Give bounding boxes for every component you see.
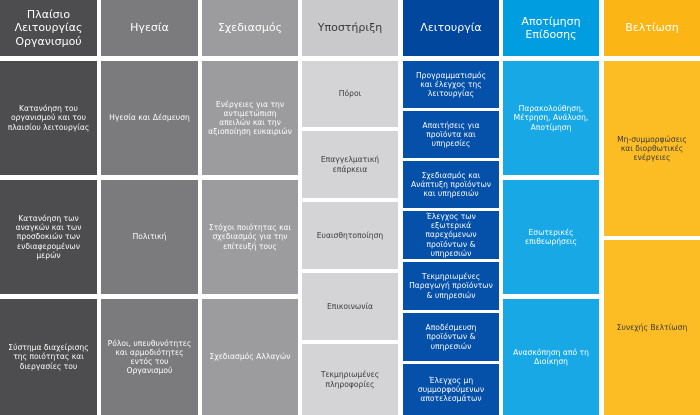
improvement-item: Συνεχής Βελτίωση: [604, 240, 700, 415]
header-support: Υποστήριξη: [302, 0, 398, 56]
leadership-item: Ρόλοι, υπευθυνότητες και αρμοδιότητες εντός του Οργανισμού: [101, 299, 198, 415]
evaluation-item: Παρακολούθηση, Μέτρηση, Ανάλυση, Αποτίμηση: [503, 61, 599, 175]
planning-item: Σχεδιασμός Αλλαγών: [202, 299, 298, 415]
header-leadership: Ηγεσία: [101, 0, 198, 56]
operation-item: Τεκμηριωμένες Παραγωγή προϊόντων & υπηρεσιών: [403, 262, 499, 310]
leadership-item: Ηγεσία και Δέσμευση: [101, 61, 198, 175]
planning-item: Στόχοι ποιότητας και σχεδιασμός για την επίτευξή τους: [202, 180, 298, 294]
leadership-item: Πολιτική: [101, 180, 198, 294]
operation-item: Έλεγχος των εξωτερικά παρεχόμενων προϊόντων & υπηρεσιών: [403, 211, 499, 259]
operation-item: Σχεδιασμός και Ανάπτυξη προϊόντων και υπηρεσιών: [403, 161, 499, 208]
improvement-item: Μη-συμμορφώσεις και διορθωτικές ενέργειες: [604, 61, 700, 236]
header-improvement: Βελτίωση: [604, 0, 700, 56]
header-evaluation: Αποτίμηση Επίδοσης: [503, 0, 599, 56]
planning-item: Ενέργειες για την αντιμετώπιση απειλών και την αξιοποίηση ευκαιριών: [202, 61, 298, 175]
framework-item: Κατανόηση του οργανισμού και του πλαισίου λειτουργίας: [0, 61, 97, 175]
header-operation: Λειτουργία: [403, 0, 499, 56]
support-item: Τεκμηριωμένες πληροφορίες: [302, 344, 398, 415]
header-planning: Σχεδιασμός: [202, 0, 298, 56]
operation-item: Αποδέσμευση προϊόντων & υπηρεσιών: [403, 313, 499, 361]
header-framework: Πλαίσιο Λειτουργίας Οργανισμού: [0, 0, 97, 56]
framework-item: Κατανόηση των αναγκών και των προσδοκιών των ενδιαφερομένων μερών: [0, 180, 97, 294]
evaluation-item: Ανασκόπηση από τη Διοίκηση: [503, 299, 599, 415]
support-item: Ευαισθητοποίηση: [302, 202, 398, 269]
operation-item: Προγραμματισμός και έλεγχος της λειτουργίας: [403, 61, 499, 108]
framework-item: Σύστημα διαχείρισης της ποιότητας και διεργασίες του: [0, 299, 97, 415]
operation-item: Απαιτήσεις για προϊόντα και υπηρεσίες: [403, 111, 499, 158]
support-item: Επικοινωνία: [302, 273, 398, 340]
operation-item: Έλεγχος μη συμμορφούμενων αποτελεσμάτων: [403, 364, 499, 415]
evaluation-item: Εσωτερικές επιθεωρήσεις: [503, 180, 599, 294]
support-item: Επαγγελματική επάρκεια: [302, 131, 398, 198]
support-item: Πόροι: [302, 61, 398, 127]
